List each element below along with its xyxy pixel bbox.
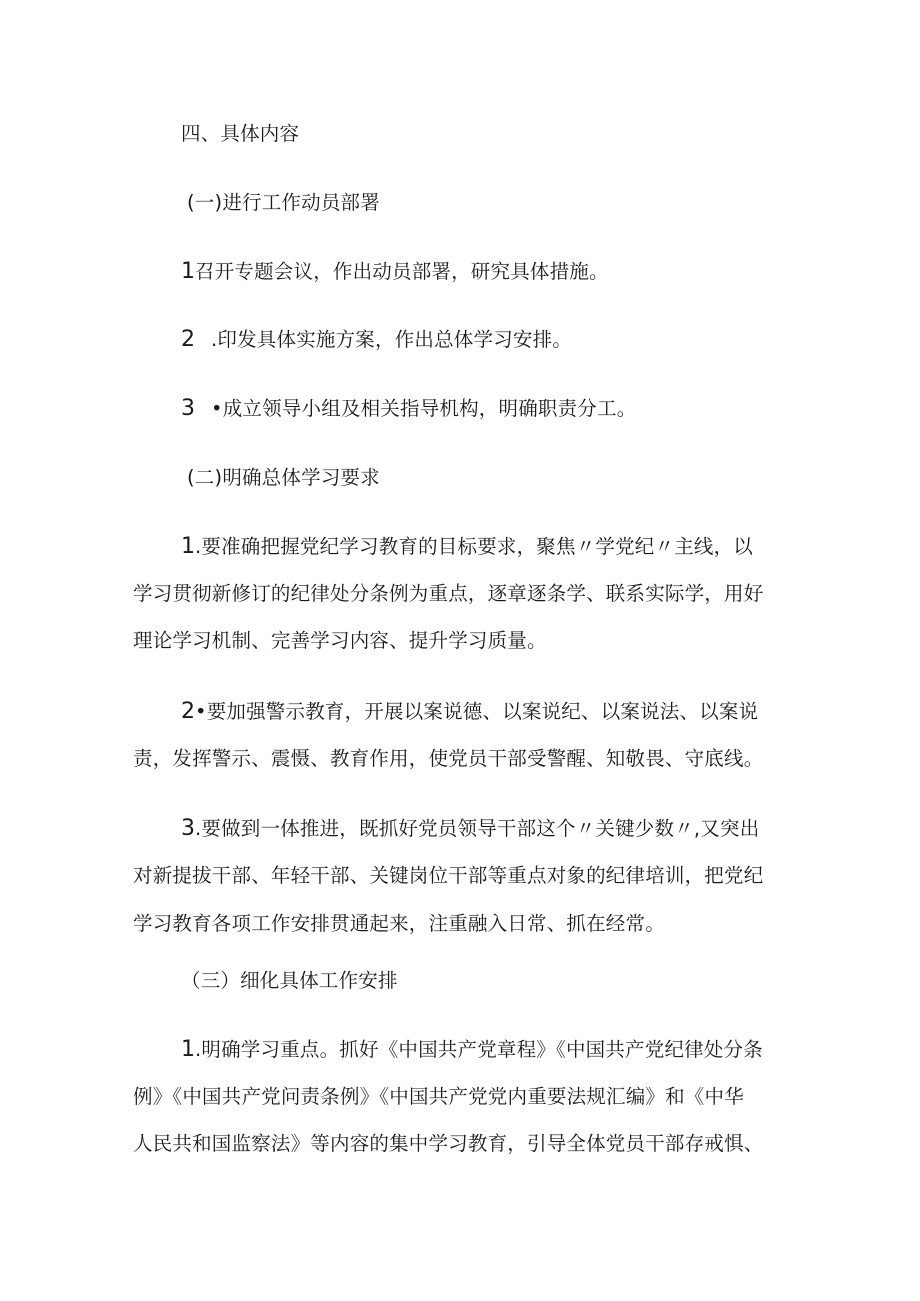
paragraph-line: 对新提拔干部、年轻干部、关键岗位干部等重点对象的纪律培训，把党纪: [133, 864, 764, 887]
item-number: 1: [181, 259, 195, 284]
item-text: .明确学习重点。抓好《中国共产党章程》《中国共产党纪律处分条: [195, 1038, 763, 1061]
item-text: •要加强警示教育，开展以案说德、以案说纪、以案说法、以案说: [195, 700, 759, 723]
paragraph-line: 例》《中国共产党问责条例》《中国共产党党内重要法规汇编》和《中华: [133, 1085, 744, 1108]
paragraph-line: 人民共和国监察法》等内容的集中学习教育，引导全体党员干部存戒惧、: [133, 1132, 764, 1155]
subsection-title-2: (二)明确总体学习要求: [187, 466, 380, 489]
item-text: •成立领导小组及相关指导机构，明确职责分工。: [211, 397, 637, 420]
item-text: .要做到一体推进，既抓好党员领导干部这个〃关键少数〃,又突出: [195, 817, 760, 840]
paragraph-line: [181, 1036, 763, 1064]
list-item: [181, 326, 572, 354]
item-number: 2: [181, 699, 195, 724]
list-item: [181, 395, 636, 423]
item-number: 3: [181, 816, 195, 841]
paragraph-line: 理论学习机制、完善学习内容、提升学习质量。: [133, 629, 547, 652]
item-number: 1: [181, 534, 195, 559]
paragraph-line: [181, 815, 759, 843]
subsection-title-3: （三）细化具体工作安排: [181, 969, 398, 992]
item-text: .印发具体实施方案，作出总体学习安排。: [211, 328, 572, 351]
item-number: 2: [181, 327, 195, 352]
item-text: .要准确把握党纪学习教育的目标要求，聚焦〃学党纪〃主线，以: [195, 535, 753, 558]
paragraph-line: 学习教育各项工作安排贯通起来，注重融入日常、抓在经常。: [133, 912, 665, 935]
section-heading-four: 四、具体内容: [181, 122, 300, 145]
paragraph-line: 责，发挥警示、震慑、教育作用，使党员干部受警醒、知敬畏、守底线。: [133, 747, 764, 770]
item-number: 3: [181, 396, 195, 421]
subsection-title-1: (一)进行工作动员部署: [187, 191, 380, 214]
item-text: 召开专题会议，作出动员部署，研究具体措施。: [195, 260, 609, 283]
item-number: 1: [181, 1037, 195, 1062]
list-item: [181, 258, 609, 286]
paragraph-line: [181, 533, 753, 561]
paragraph-line: 学习贯彻新修订的纪律处分条例为重点，逐章逐条学、联系实际学，用好: [133, 582, 764, 605]
paragraph-line: [181, 698, 758, 726]
